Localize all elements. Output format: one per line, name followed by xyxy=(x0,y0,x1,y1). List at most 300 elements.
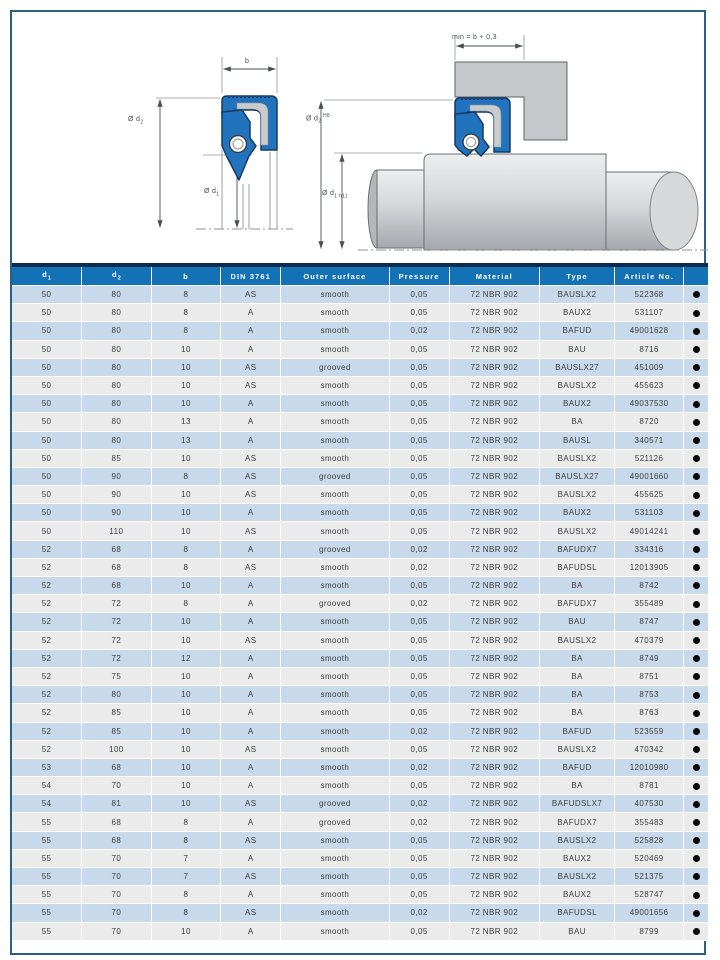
stock-dot xyxy=(693,291,700,298)
cell-material: 72 NBR 902 xyxy=(449,431,539,449)
cell-stock xyxy=(684,686,708,704)
cell-d1: 55 xyxy=(12,904,82,922)
cell-outer-surface: smooth xyxy=(281,704,390,722)
cell-din: AS xyxy=(221,358,281,376)
cell-material: 72 NBR 902 xyxy=(449,322,539,340)
cell-din: A xyxy=(221,649,281,667)
cell-b: 10 xyxy=(151,613,221,631)
cell-d1: 52 xyxy=(12,558,82,576)
cell-b: 10 xyxy=(151,577,221,595)
cell-b: 10 xyxy=(151,758,221,776)
stock-dot xyxy=(693,655,700,662)
cell-outer-surface: smooth xyxy=(281,486,390,504)
cell-d2: 70 xyxy=(82,922,152,940)
cell-b: 10 xyxy=(151,631,221,649)
cell-pressure: 0,05 xyxy=(389,740,449,758)
cell-type: BAUSL xyxy=(540,431,615,449)
stock-dot xyxy=(693,528,700,535)
cell-stock xyxy=(684,358,708,376)
seal-cross-section-diagram xyxy=(156,57,293,229)
table-row xyxy=(12,340,708,358)
cell-d1: 55 xyxy=(12,831,82,849)
cell-din: A xyxy=(221,431,281,449)
cell-outer-surface: smooth xyxy=(281,286,390,304)
cell-article-no: 49037530 xyxy=(615,395,684,413)
cell-material: 72 NBR 902 xyxy=(449,704,539,722)
cell-d2: 68 xyxy=(82,813,152,831)
cell-pressure: 0,05 xyxy=(389,704,449,722)
cell-outer-surface: smooth xyxy=(281,376,390,394)
cell-b: 7 xyxy=(151,849,221,867)
cell-stock xyxy=(684,304,708,322)
cell-article-no: 8763 xyxy=(615,704,684,722)
cell-outer-surface: smooth xyxy=(281,558,390,576)
cell-d2: 80 xyxy=(82,376,152,394)
cell-material: 72 NBR 902 xyxy=(449,413,539,431)
cell-b: 10 xyxy=(151,449,221,467)
cell-type: BAFUDSLX7 xyxy=(540,795,615,813)
stock-dot xyxy=(693,783,700,790)
cell-stock xyxy=(684,777,708,795)
table-row xyxy=(12,486,708,504)
cell-type: BAU xyxy=(540,613,615,631)
table-row xyxy=(12,577,708,595)
cell-outer-surface: grooved xyxy=(281,540,390,558)
cell-d1: 52 xyxy=(12,704,82,722)
cell-material: 72 NBR 902 xyxy=(449,540,539,558)
table-row xyxy=(12,740,708,758)
seal-technical-drawings xyxy=(0,0,720,260)
cell-b: 8 xyxy=(151,886,221,904)
table-row xyxy=(12,722,708,740)
cell-b: 10 xyxy=(151,395,221,413)
cell-stock xyxy=(684,849,708,867)
cell-stock xyxy=(684,540,708,558)
cell-b: 10 xyxy=(151,504,221,522)
cell-din: A xyxy=(221,813,281,831)
cell-material: 72 NBR 902 xyxy=(449,904,539,922)
spec-table-section xyxy=(12,263,708,941)
cell-outer-surface: smooth xyxy=(281,322,390,340)
cell-article-no: 340571 xyxy=(615,431,684,449)
table-body xyxy=(12,286,708,941)
cell-article-no: 455623 xyxy=(615,376,684,394)
cell-type: BAFUDSL xyxy=(540,558,615,576)
cell-stock xyxy=(684,340,708,358)
cell-type: BA xyxy=(540,686,615,704)
cell-stock xyxy=(684,558,708,576)
cell-din: A xyxy=(221,849,281,867)
cell-d1: 55 xyxy=(12,922,82,940)
cell-outer-surface: grooved xyxy=(281,795,390,813)
cell-article-no: 521375 xyxy=(615,868,684,886)
cell-d2: 72 xyxy=(82,649,152,667)
stock-dot xyxy=(693,910,700,917)
cell-outer-surface: smooth xyxy=(281,631,390,649)
stock-dot xyxy=(693,855,700,862)
cell-material: 72 NBR 902 xyxy=(449,686,539,704)
cell-outer-surface: smooth xyxy=(281,649,390,667)
cell-pressure: 0,05 xyxy=(389,358,449,376)
cell-stock xyxy=(684,504,708,522)
stock-dot xyxy=(693,582,700,589)
cell-d1: 50 xyxy=(12,395,82,413)
table-row xyxy=(12,922,708,940)
table-row xyxy=(12,795,708,813)
cell-material: 72 NBR 902 xyxy=(449,831,539,849)
stock-dot xyxy=(693,892,700,899)
table-row xyxy=(12,431,708,449)
cell-b: 8 xyxy=(151,595,221,613)
cell-d1: 52 xyxy=(12,722,82,740)
cell-outer-surface: grooved xyxy=(281,813,390,831)
cell-material: 72 NBR 902 xyxy=(449,849,539,867)
cell-material: 72 NBR 902 xyxy=(449,395,539,413)
cell-d1: 54 xyxy=(12,795,82,813)
cell-pressure: 0,05 xyxy=(389,667,449,685)
cell-din: AS xyxy=(221,376,281,394)
table-row xyxy=(12,322,708,340)
column-header-d2: $d_2$ xyxy=(82,267,152,286)
stock-dot xyxy=(693,619,700,626)
table-row xyxy=(12,813,708,831)
cell-b: 10 xyxy=(151,522,221,540)
cell-outer-surface: smooth xyxy=(281,667,390,685)
table-row xyxy=(12,849,708,867)
column-header-stock xyxy=(684,267,708,286)
cell-material: 72 NBR 902 xyxy=(449,449,539,467)
cell-b: 8 xyxy=(151,467,221,485)
table-row xyxy=(12,904,708,922)
cell-article-no: 470379 xyxy=(615,631,684,649)
stock-dot xyxy=(693,310,700,317)
cell-stock xyxy=(684,704,708,722)
cell-pressure: 0,05 xyxy=(389,649,449,667)
cell-article-no: 451009 xyxy=(615,358,684,376)
cell-material: 72 NBR 902 xyxy=(449,504,539,522)
cell-pressure: 0,05 xyxy=(389,467,449,485)
cell-article-no: 521126 xyxy=(615,449,684,467)
stock-dot xyxy=(693,437,700,444)
cell-pressure: 0,05 xyxy=(389,686,449,704)
cell-material: 72 NBR 902 xyxy=(449,376,539,394)
cell-outer-surface: smooth xyxy=(281,849,390,867)
cell-material: 72 NBR 902 xyxy=(449,486,539,504)
cell-d2: 72 xyxy=(82,595,152,613)
cell-type: BAFUDSL xyxy=(540,904,615,922)
cell-outer-surface: smooth xyxy=(281,758,390,776)
stock-dot xyxy=(693,455,700,462)
cell-pressure: 0,05 xyxy=(389,431,449,449)
cell-material: 72 NBR 902 xyxy=(449,340,539,358)
cell-type: BAUSLX2 xyxy=(540,522,615,540)
cell-article-no: 8749 xyxy=(615,649,684,667)
cell-d1: 50 xyxy=(12,522,82,540)
cell-stock xyxy=(684,795,708,813)
cell-din: A xyxy=(221,777,281,795)
cell-pressure: 0,02 xyxy=(389,322,449,340)
cell-d1: 52 xyxy=(12,667,82,685)
cell-d2: 70 xyxy=(82,904,152,922)
cell-d2: 85 xyxy=(82,722,152,740)
cell-type: BAFUDX7 xyxy=(540,813,615,831)
cell-d2: 110 xyxy=(82,522,152,540)
cell-outer-surface: smooth xyxy=(281,504,390,522)
cell-d1: 52 xyxy=(12,649,82,667)
cell-stock xyxy=(684,813,708,831)
cell-d2: 70 xyxy=(82,886,152,904)
table-row xyxy=(12,504,708,522)
stock-dot xyxy=(693,473,700,480)
dim-d2-label: Ø $d_2$ xyxy=(128,116,144,126)
cell-type: BAFUD xyxy=(540,722,615,740)
cell-outer-surface: smooth xyxy=(281,413,390,431)
cell-outer-surface: smooth xyxy=(281,922,390,940)
cell-type: BAFUDX7 xyxy=(540,595,615,613)
cell-type: BAFUD xyxy=(540,758,615,776)
cell-type: BAUSLX2 xyxy=(540,740,615,758)
cell-d2: 90 xyxy=(82,504,152,522)
stock-dot xyxy=(693,564,700,571)
table-row xyxy=(12,286,708,304)
cell-article-no: 522368 xyxy=(615,286,684,304)
cell-material: 72 NBR 902 xyxy=(449,613,539,631)
cell-b: 8 xyxy=(151,813,221,831)
cell-b: 10 xyxy=(151,704,221,722)
cell-article-no: 49014241 xyxy=(615,522,684,540)
cell-type: BAUSLX2 xyxy=(540,486,615,504)
cell-d2: 68 xyxy=(82,540,152,558)
cell-type: BAUX2 xyxy=(540,304,615,322)
cell-din: A xyxy=(221,304,281,322)
cell-b: 10 xyxy=(151,667,221,685)
table-row xyxy=(12,522,708,540)
cell-stock xyxy=(684,413,708,431)
cell-pressure: 0,02 xyxy=(389,722,449,740)
cell-din: A xyxy=(221,322,281,340)
cell-article-no: 531103 xyxy=(615,504,684,522)
stock-dot xyxy=(693,328,700,335)
stock-dot xyxy=(693,837,700,844)
cell-din: A xyxy=(221,540,281,558)
cell-article-no: 334316 xyxy=(615,540,684,558)
cell-pressure: 0,05 xyxy=(389,613,449,631)
table-row xyxy=(12,558,708,576)
cell-d2: 70 xyxy=(82,849,152,867)
cell-b: 8 xyxy=(151,904,221,922)
dim-d1-label: Ø $d_1$ xyxy=(204,188,220,198)
cell-type: BAUX2 xyxy=(540,886,615,904)
cell-b: 10 xyxy=(151,777,221,795)
table-row xyxy=(12,886,708,904)
table-row xyxy=(12,395,708,413)
cell-b: 10 xyxy=(151,376,221,394)
cell-d2: 80 xyxy=(82,431,152,449)
cell-d1: 50 xyxy=(12,340,82,358)
cell-pressure: 0,05 xyxy=(389,922,449,940)
cell-stock xyxy=(684,486,708,504)
cell-pressure: 0,05 xyxy=(389,413,449,431)
cell-din: A xyxy=(221,613,281,631)
cell-b: 10 xyxy=(151,340,221,358)
cell-type: BAUSLX27 xyxy=(540,467,615,485)
cell-din: AS xyxy=(221,904,281,922)
cell-b: 13 xyxy=(151,413,221,431)
cell-article-no: 355489 xyxy=(615,595,684,613)
cell-article-no: 49001656 xyxy=(615,904,684,922)
cell-d1: 50 xyxy=(12,467,82,485)
stock-dot xyxy=(693,492,700,499)
cell-d1: 52 xyxy=(12,577,82,595)
cell-d2: 80 xyxy=(82,286,152,304)
stock-dot xyxy=(693,601,700,608)
cell-article-no: 49001628 xyxy=(615,322,684,340)
cell-type: BAUSLX2 xyxy=(540,449,615,467)
cell-article-no: 8742 xyxy=(615,577,684,595)
cell-pressure: 0,05 xyxy=(389,577,449,595)
cell-material: 72 NBR 902 xyxy=(449,595,539,613)
cell-material: 72 NBR 902 xyxy=(449,649,539,667)
cell-type: BA xyxy=(540,777,615,795)
cell-outer-surface: smooth xyxy=(281,395,390,413)
cell-article-no: 470342 xyxy=(615,740,684,758)
cell-pressure: 0,05 xyxy=(389,395,449,413)
cell-pressure: 0,05 xyxy=(389,504,449,522)
table-row xyxy=(12,667,708,685)
column-header-article-no: Article No. xyxy=(615,267,684,286)
stock-dot xyxy=(693,692,700,699)
cell-d1: 54 xyxy=(12,777,82,795)
cell-din: AS xyxy=(221,449,281,467)
cell-pressure: 0,05 xyxy=(389,522,449,540)
cell-material: 72 NBR 902 xyxy=(449,758,539,776)
cell-b: 8 xyxy=(151,286,221,304)
cell-material: 72 NBR 902 xyxy=(449,467,539,485)
cell-stock xyxy=(684,831,708,849)
cell-type: BA xyxy=(540,413,615,431)
cell-article-no: 8799 xyxy=(615,922,684,940)
cell-b: 10 xyxy=(151,686,221,704)
column-header-din: DIN 3761 xyxy=(221,267,281,286)
cell-din: A xyxy=(221,886,281,904)
cell-din: A xyxy=(221,395,281,413)
table-header-row xyxy=(12,267,708,286)
cell-article-no: 455625 xyxy=(615,486,684,504)
cell-article-no: 12010980 xyxy=(615,758,684,776)
cell-d1: 50 xyxy=(12,413,82,431)
stock-dot xyxy=(693,873,700,880)
cell-stock xyxy=(684,595,708,613)
cell-material: 72 NBR 902 xyxy=(449,286,539,304)
cell-d2: 80 xyxy=(82,340,152,358)
seal-spec-table xyxy=(12,267,708,941)
cell-article-no: 8747 xyxy=(615,613,684,631)
cell-d2: 80 xyxy=(82,322,152,340)
table-row xyxy=(12,413,708,431)
table-row xyxy=(12,595,708,613)
cell-d2: 80 xyxy=(82,413,152,431)
cell-din: A xyxy=(221,722,281,740)
cell-din: AS xyxy=(221,286,281,304)
cell-din: AS xyxy=(221,831,281,849)
cell-stock xyxy=(684,758,708,776)
cell-type: BAUSLX2 xyxy=(540,376,615,394)
table-row xyxy=(12,613,708,631)
cell-pressure: 0,05 xyxy=(389,340,449,358)
cell-pressure: 0,05 xyxy=(389,286,449,304)
cell-d1: 55 xyxy=(12,868,82,886)
cell-outer-surface: grooved xyxy=(281,467,390,485)
cell-pressure: 0,05 xyxy=(389,304,449,322)
cell-b: 10 xyxy=(151,722,221,740)
cell-d1: 50 xyxy=(12,358,82,376)
cell-stock xyxy=(684,649,708,667)
column-header-outer-surface: Outer surface xyxy=(281,267,390,286)
cell-outer-surface: grooved xyxy=(281,595,390,613)
stock-dot xyxy=(693,710,700,717)
cell-outer-surface: smooth xyxy=(281,449,390,467)
cell-d1: 53 xyxy=(12,758,82,776)
cell-d2: 80 xyxy=(82,686,152,704)
cell-outer-surface: smooth xyxy=(281,686,390,704)
cell-d1: 50 xyxy=(12,322,82,340)
stock-dot xyxy=(693,346,700,353)
cell-d2: 85 xyxy=(82,704,152,722)
column-header-d1: $d_1$ xyxy=(12,267,82,286)
cell-b: 10 xyxy=(151,358,221,376)
cell-type: BAUSLX2 xyxy=(540,868,615,886)
cell-article-no: 8720 xyxy=(615,413,684,431)
cell-d1: 52 xyxy=(12,540,82,558)
cell-material: 72 NBR 902 xyxy=(449,522,539,540)
cell-article-no: 525828 xyxy=(615,831,684,849)
cell-type: BAUSLX2 xyxy=(540,631,615,649)
cell-outer-surface: smooth xyxy=(281,886,390,904)
cell-article-no: 531107 xyxy=(615,304,684,322)
table-row xyxy=(12,467,708,485)
cell-din: A xyxy=(221,577,281,595)
cell-pressure: 0,02 xyxy=(389,795,449,813)
cell-stock xyxy=(684,522,708,540)
stock-dot xyxy=(693,419,700,426)
cell-b: 7 xyxy=(151,868,221,886)
cell-d1: 50 xyxy=(12,431,82,449)
cell-type: BA xyxy=(540,577,615,595)
cell-pressure: 0,05 xyxy=(389,886,449,904)
cell-stock xyxy=(684,922,708,940)
table-row xyxy=(12,777,708,795)
stock-dot xyxy=(693,382,700,389)
cell-type: BA xyxy=(540,667,615,685)
cell-type: BAUSLX2 xyxy=(540,286,615,304)
cell-d2: 68 xyxy=(82,558,152,576)
garter-spring-icon xyxy=(463,134,479,150)
cell-b: 8 xyxy=(151,304,221,322)
cell-d1: 55 xyxy=(12,886,82,904)
cell-pressure: 0,02 xyxy=(389,595,449,613)
cell-din: AS xyxy=(221,467,281,485)
cell-type: BAU xyxy=(540,922,615,940)
cell-stock xyxy=(684,577,708,595)
table-row xyxy=(12,449,708,467)
cell-outer-surface: smooth xyxy=(281,831,390,849)
cell-d2: 90 xyxy=(82,486,152,504)
cell-din: A xyxy=(221,686,281,704)
cell-d2: 80 xyxy=(82,358,152,376)
cell-material: 72 NBR 902 xyxy=(449,577,539,595)
cell-stock xyxy=(684,904,708,922)
table-row xyxy=(12,704,708,722)
